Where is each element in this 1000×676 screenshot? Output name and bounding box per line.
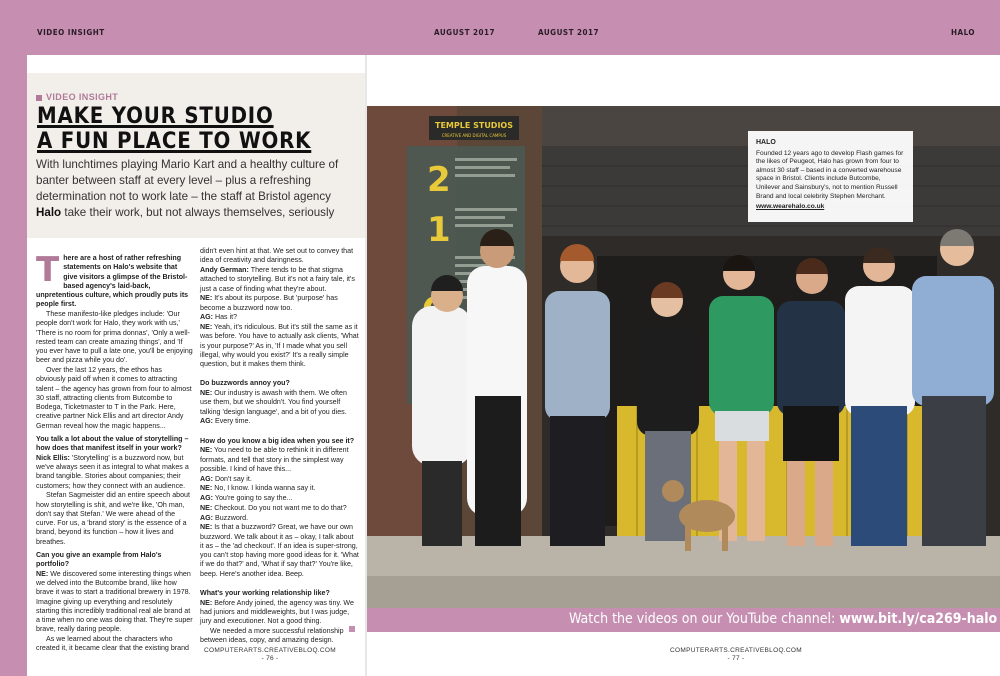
speaker: NE:: [200, 323, 213, 331]
cta-link[interactable]: www.bit.ly/ca269-halo: [839, 611, 998, 627]
speaker: NE:: [200, 523, 213, 532]
answer: [200, 504, 359, 513]
article-lead: here are a host of rather refreshing statements on Halo's website that give visitors a glimpse of the Bristol-based agency's laid-back, unpretentious culture, which proudly puts its people first.: [36, 254, 189, 309]
sidebar-title: HALO: [756, 139, 776, 146]
answer-text: 'Storytelling' is a buzzword now, but we've always seen it as integral to what makes a brand tangible. Stories about companies; their customers; how they connect with an audience.: [36, 453, 189, 490]
answer: [200, 494, 359, 503]
headline-line-1: MAKE YOUR STUDIO: [37, 104, 274, 129]
paragraph: didn't even hint at that. We set out to convey that idea of creativity and daringness.: [200, 247, 354, 265]
sign-floor-2: 2: [427, 160, 451, 200]
standfirst: [36, 157, 358, 221]
standfirst-text-c: take their work, but not always themselves, seriously: [61, 206, 335, 219]
answer: [36, 454, 193, 491]
footer-left-page-number: - 76 -: [261, 655, 279, 662]
speaker: NE:: [200, 503, 213, 512]
answer: [200, 266, 359, 294]
page-title: [37, 104, 357, 154]
header-section-right: HALO: [951, 28, 976, 37]
footer-right: [666, 647, 806, 663]
headline-line-2: A FUN PLACE TO WORK: [37, 129, 312, 154]
answer-text: Yeah, it's ridiculous. But it's still the same as it was before. You have to actually ask clients, 'What is your purpose?' As in, 'If I made what you sell illegal, why would you exist?' It's a really simple question, but it makes them think.: [200, 323, 359, 368]
cta-text: Watch the videos on our YouTube channel:: [569, 611, 840, 627]
answer: [200, 389, 359, 417]
answer-text: We discovered some interesting things when we delved into the Butcombe brand, like how brave it was to start a traditional brewery in 1978. Imagine giving up everything and resolutely starting this incredibly traditional real ale brand at a time when no one was doing that. They're super brave, really daring people.: [36, 569, 193, 634]
answer-text: You're going to say the...: [213, 494, 293, 502]
answer-text: There tends to be that stigma attached to storytelling. But it's not a fairy tale, it's just a case of finding what they're about.: [200, 266, 355, 293]
speaker: NE:: [200, 598, 213, 607]
speaker: AG:: [200, 313, 214, 322]
speaker: NE:: [36, 569, 49, 578]
header-section-left: VIDEO INSIGHT: [37, 28, 105, 37]
end-mark-icon: [349, 626, 355, 632]
answer-text: Buzzword.: [213, 513, 249, 522]
left-accent-strip: [0, 55, 27, 676]
speaker: Nick Ellis:: [36, 453, 70, 462]
answer-text: No, I know. I kinda wanna say it.: [212, 484, 316, 493]
answer-text: Don't say it.: [213, 474, 252, 483]
answer: [200, 599, 359, 627]
header-date-left: AUGUST 2017: [434, 28, 496, 37]
speaker: NE:: [200, 484, 213, 493]
youtube-cta: [569, 610, 997, 628]
answer: [200, 417, 359, 426]
answer: [200, 323, 359, 369]
speaker: Andy German:: [200, 266, 249, 274]
answer-text: Has it?: [213, 313, 238, 322]
halo-sidebar-box: [748, 131, 913, 222]
paragraph: These manifesto-like pledges include: 'Our people don't work for Halo, they work with us,' 'There is no room for prima donnas', 'Only a well-rested team can create amazing things', and 'If you ever have to pull a late one, you'll be enjoying beer and pizza while you do'.: [36, 310, 193, 365]
label-square-icon: [36, 95, 42, 101]
answer-text: Our industry is awash with them. We often use them, but we shouldn't. You find yourself talking 'design language', and a bit of you dies.: [200, 389, 347, 416]
answer: [200, 446, 359, 474]
speaker: NE:: [200, 294, 213, 303]
section-label: [36, 92, 118, 102]
article-column-1: [36, 250, 193, 654]
answer-text: Is that a buzzword? Great, we have our own buzzword. We talk about it as – okay, I talk about it as – the 'ad checkout'. If an idea is super-strong, you can't stop having more good ideas for it. 'What if we do that?' and, 'What if say that?' You're like, beep. Here's another idea. Beep.: [200, 523, 359, 578]
answer-text: It's about its purpose. But 'purpose' has become a buzzword now too.: [200, 294, 338, 312]
answer-text: Every time.: [213, 417, 251, 426]
question: Do buzzwords annoy you?: [200, 379, 290, 388]
paragraph: We needed a more successful relationship between ideas, copy, and amazing design.: [200, 626, 344, 644]
sign-sub: CREATIVE AND DIGITAL CAMPUS: [441, 133, 507, 138]
answer: [36, 570, 193, 635]
speaker: AG:: [200, 513, 214, 522]
paragraph: Stefan Sagmeister did an entire speech about how storytelling is shit, and we're like, 'Oh man, don't say that Stefan.' We were ahead of the curve. For us, a 'brand story' is the essence of a brand, beyond its function – how it lives and breathes.: [36, 491, 190, 546]
sidebar-website-link[interactable]: www.wearehalo.co.uk: [756, 203, 825, 211]
header-date-right: AUGUST 2017: [538, 28, 600, 37]
footer-left-site: COMPUTERARTS.CREATIVEBLOQ.COM: [204, 647, 336, 654]
dropcap: T: [36, 250, 60, 290]
answer-text: You need to be able to rethink it in different formats, and tell that story in the simplest way possible. I kind of have this...: [200, 446, 349, 473]
question: What's your working relationship like?: [200, 588, 330, 597]
paragraph: Over the last 12 years, the ethos has obviously paid off when it comes to attracting talent – the agency has grown from four to almost 30 staff, attracting clients from Butcombe to Bodega, Ticketmaster to T in the Park. Here, creative partner Nick Ellis and art director Andy German reveal how the magic happens...: [36, 366, 192, 430]
sign-name: TEMPLE STUDIOS: [435, 121, 513, 130]
answer: [200, 514, 359, 523]
answer-text: Checkout. Do you not want me to do that?: [212, 503, 347, 512]
question: How do you know a big idea when you see it?: [200, 436, 355, 445]
speaker: NE:: [200, 389, 213, 397]
speaker: AG:: [200, 417, 214, 426]
answer-text: Before Andy joined, the agency was tiny. We had juniors and middleweights, but I was judge, jury and executioner. Not a good thing.: [200, 598, 354, 625]
answer: [200, 523, 359, 579]
section-label-text: VIDEO INSIGHT: [46, 92, 119, 102]
footer-right-site: COMPUTERARTS.CREATIVEBLOQ.COM: [670, 647, 802, 654]
speaker: AG:: [200, 494, 214, 502]
answer: [200, 313, 359, 322]
standfirst-agency: Halo: [36, 206, 62, 219]
header-band: [0, 0, 1000, 55]
sidebar-body: Founded 12 years ago to develop Flash games for the likes of Peugeot, Halo has grown from four to almost 30 staff – based in a converted warehouse space in Bristol. Clients include Butcombe, Unilever and Sainsbury's, not to mention Russell Brand and local celebrity Stephen Merchant.: [756, 149, 904, 200]
answer: [200, 294, 359, 313]
standfirst-text-a: With lunchtimes playing Mario Kart and a healthy culture of banter between staff at every level – plus a refreshing determination not to work late – the staff at Bristol agency: [36, 158, 339, 203]
footer-left: [200, 647, 340, 663]
answer: [200, 484, 359, 493]
speaker: AG:: [200, 474, 214, 483]
answer: [200, 475, 359, 484]
footer-right-page-number: - 77 -: [727, 655, 745, 662]
speaker: NE:: [200, 446, 213, 455]
question: You talk a lot about the value of storytelling – how does that manifest itself in your work?: [36, 434, 189, 452]
question: Can you give an example from Halo's portfolio?: [36, 550, 162, 568]
sign-floor-1: 1: [427, 210, 451, 250]
article-column-2: [200, 247, 359, 646]
paragraph: As we learned about the characters who created it, it became clear that the existing brand: [36, 635, 189, 653]
